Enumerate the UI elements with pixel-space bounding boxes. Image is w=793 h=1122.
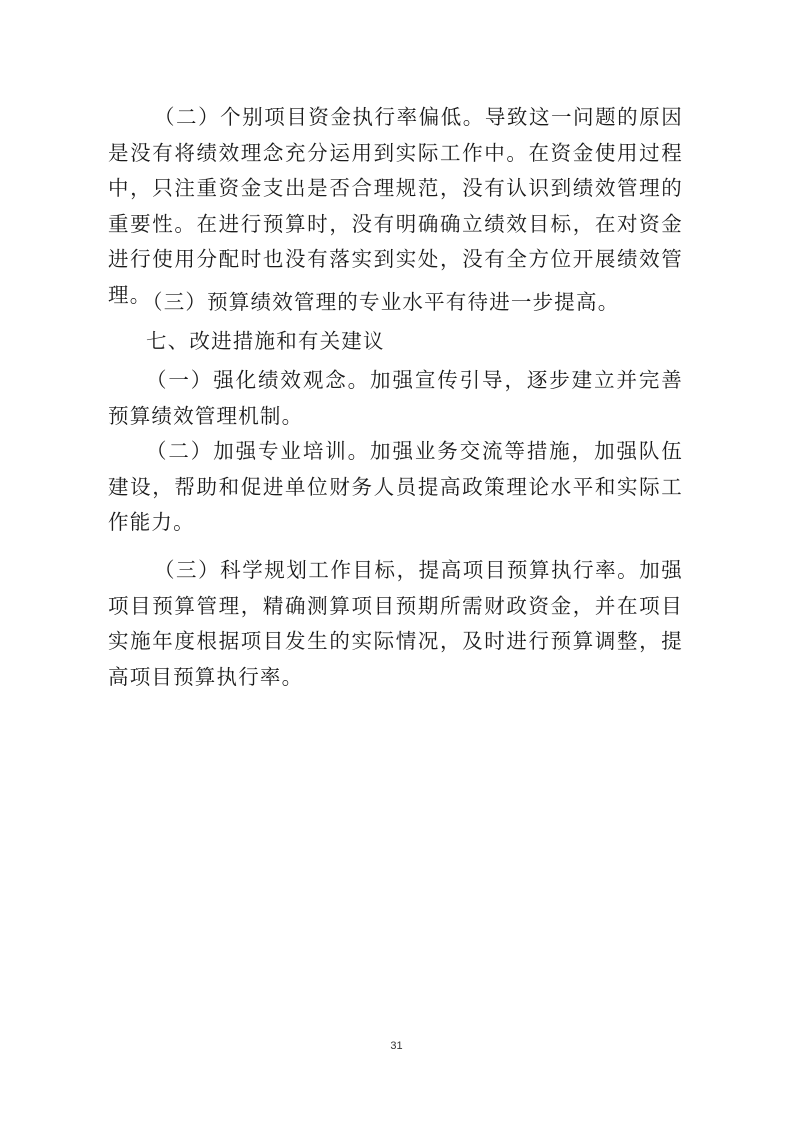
paragraph-low-execution-rate: （二）个别项目资金执行率偏低。导致这一问题的原因是没有将绩效理念充分运用到实际工作中。在资金使用过程中，只注重资金支出是否合理规范，没有认识到绩效管理的重要性。在进行预算时，没有明确确立绩效目标，在对资金进行使用分配时也没有落实到实处，没有全方位开展绩效管理。 <box>108 105 683 307</box>
paragraph-strengthen-awareness: （一）强化绩效观念。加强宣传引导，逐步建立并完善预算绩效管理机制。 <box>108 368 683 428</box>
page-number: 31 <box>390 1040 403 1052</box>
section-heading-improvement-measures: 七、改进措施和有关建议 <box>146 329 385 353</box>
paragraph-plan-work-goals: （三）科学规划工作目标，提高项目预算执行率。加强项目预算管理，精确测算项目预期所需财政资金，并在项目实施年度根据项目发生的实际情况，及时进行预算调整，提高项目预算执行率。 <box>108 558 683 689</box>
paragraph-professional-level: （三）预算绩效管理的专业水平有待进一步提高。 <box>142 290 620 314</box>
paragraph-strengthen-training: （二）加强专业培训。加强业务交流等措施，加强队伍建设，帮助和促进单位财务人员提高政策理论水平和实际工作能力。 <box>108 439 683 534</box>
